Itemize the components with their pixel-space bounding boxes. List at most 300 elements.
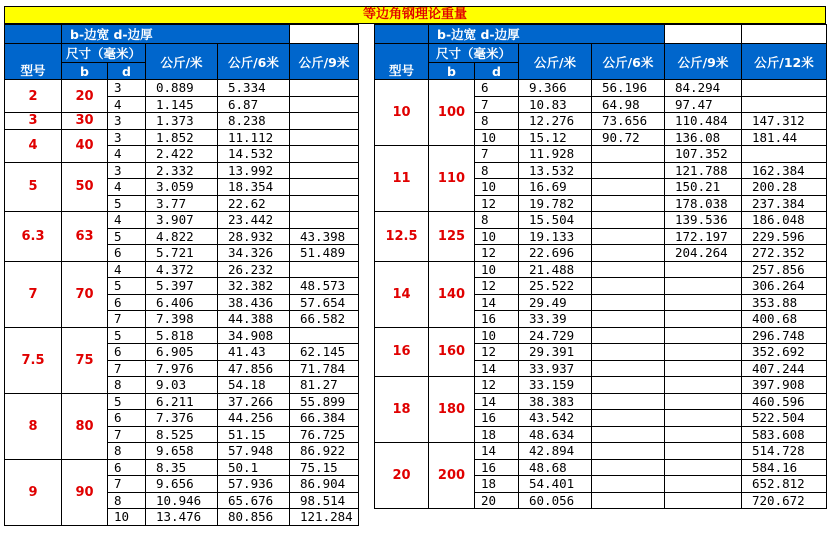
left-weight-cell: 11.112 bbox=[218, 129, 290, 146]
left-weight-cell: 22.62 bbox=[218, 195, 290, 212]
right-weight-cell: 29.49 bbox=[519, 294, 592, 311]
left-weight-cell: 1.373 bbox=[146, 113, 218, 130]
right-weight-cell bbox=[592, 377, 665, 394]
left-weight-cell: 57.948 bbox=[218, 443, 290, 460]
left-weight-cell: 2.332 bbox=[146, 162, 218, 179]
left-weight-cell: 7.398 bbox=[146, 311, 218, 328]
right-weight-cell bbox=[665, 294, 742, 311]
left-d-cell: 4 bbox=[108, 179, 146, 196]
right-d-cell: 14 bbox=[475, 443, 519, 460]
left-d-cell: 7 bbox=[108, 360, 146, 377]
right-weight-cell: 10.83 bbox=[519, 96, 592, 113]
left-header-model: 型号 bbox=[5, 44, 62, 80]
left-model-cell: 9 bbox=[5, 459, 62, 525]
right-weight-cell: 121.788 bbox=[665, 162, 742, 179]
right-b-cell: 100 bbox=[429, 80, 475, 146]
sheet-title: 等边角钢理论重量 bbox=[4, 6, 826, 24]
left-weight-cell: 5.334 bbox=[218, 80, 290, 97]
table-row bbox=[5, 393, 359, 410]
left-weight-cell: 37.266 bbox=[218, 393, 290, 410]
right-weight-cell bbox=[665, 476, 742, 493]
left-d-cell: 4 bbox=[108, 96, 146, 113]
left-d-cell: 7 bbox=[108, 426, 146, 443]
right-weight-cell: 181.44 bbox=[742, 129, 827, 146]
left-weight-cell bbox=[290, 96, 359, 113]
left-weight-cell: 86.904 bbox=[290, 476, 359, 493]
right-d-cell: 12 bbox=[475, 278, 519, 295]
right-weight-cell: 12.276 bbox=[519, 113, 592, 130]
right-weight-cell bbox=[665, 311, 742, 328]
left-weight-cell: 8.238 bbox=[218, 113, 290, 130]
right-weight-cell: 9.366 bbox=[519, 80, 592, 97]
right-weight-cell bbox=[665, 426, 742, 443]
left-d-cell: 4 bbox=[108, 212, 146, 229]
right-weight-cell: 11.928 bbox=[519, 146, 592, 163]
right-weight-cell bbox=[592, 327, 665, 344]
left-weight-cell bbox=[290, 179, 359, 196]
left-d-cell: 6 bbox=[108, 459, 146, 476]
table-row bbox=[375, 146, 827, 163]
left-d-cell: 4 bbox=[108, 146, 146, 163]
right-weight-cell: 352.692 bbox=[742, 344, 827, 361]
right-weight-cell bbox=[592, 476, 665, 493]
right-header-row-1 bbox=[375, 25, 827, 44]
left-weight-cell: 2.422 bbox=[146, 146, 218, 163]
right-weight-cell: 33.159 bbox=[519, 377, 592, 394]
left-weight-cell: 5.721 bbox=[146, 245, 218, 262]
left-header-b: b bbox=[62, 63, 108, 80]
left-weight-cell: 43.398 bbox=[290, 228, 359, 245]
right-header-kg-per-12m: 公斤/12米 bbox=[742, 44, 827, 80]
right-weight-cell: 22.696 bbox=[519, 245, 592, 262]
right-weight-cell bbox=[665, 344, 742, 361]
left-d-cell: 3 bbox=[108, 80, 146, 97]
right-weight-cell bbox=[592, 278, 665, 295]
right-weight-cell: 186.048 bbox=[742, 212, 827, 229]
right-weight-cell bbox=[592, 410, 665, 427]
right-d-cell: 12 bbox=[475, 245, 519, 262]
right-header-desc: b-边宽 d-边厚 bbox=[429, 25, 665, 44]
right-weight-cell: 15.504 bbox=[519, 212, 592, 229]
right-weight-cell: 237.384 bbox=[742, 195, 827, 212]
right-weight-cell: 229.596 bbox=[742, 228, 827, 245]
left-weight-cell: 76.725 bbox=[290, 426, 359, 443]
left-weight-cell: 7.976 bbox=[146, 360, 218, 377]
right-header-kg-per-9m: 公斤/9米 bbox=[665, 44, 742, 80]
left-header-kg-per-m: 公斤/米 bbox=[146, 44, 218, 80]
table-row bbox=[5, 459, 359, 476]
left-weight-cell: 57.654 bbox=[290, 294, 359, 311]
left-weight-cell: 34.908 bbox=[218, 327, 290, 344]
left-weight-cell bbox=[290, 212, 359, 229]
left-weight-cell: 0.889 bbox=[146, 80, 218, 97]
left-model-cell: 6.3 bbox=[5, 212, 62, 262]
left-d-cell: 8 bbox=[108, 377, 146, 394]
left-weight-cell: 51.15 bbox=[218, 426, 290, 443]
right-weight-cell: 73.656 bbox=[592, 113, 665, 130]
left-weight-cell: 57.936 bbox=[218, 476, 290, 493]
right-weight-cell: 19.133 bbox=[519, 228, 592, 245]
right-d-cell: 16 bbox=[475, 459, 519, 476]
left-weight-cell: 55.899 bbox=[290, 393, 359, 410]
left-weight-cell: 6.406 bbox=[146, 294, 218, 311]
right-weight-cell: 48.68 bbox=[519, 459, 592, 476]
left-weight-cell: 9.03 bbox=[146, 377, 218, 394]
left-d-cell: 6 bbox=[108, 410, 146, 427]
right-b-cell: 180 bbox=[429, 377, 475, 443]
right-weight-cell: 19.782 bbox=[519, 195, 592, 212]
right-model-cell: 11 bbox=[375, 146, 429, 212]
left-d-cell: 5 bbox=[108, 228, 146, 245]
right-d-cell: 12 bbox=[475, 195, 519, 212]
right-weight-cell: 204.264 bbox=[665, 245, 742, 262]
right-weight-cell: 514.728 bbox=[742, 443, 827, 460]
left-b-cell: 50 bbox=[62, 162, 108, 212]
right-b-cell: 160 bbox=[429, 327, 475, 377]
left-b-cell: 40 bbox=[62, 129, 108, 162]
left-weight-cell: 5.818 bbox=[146, 327, 218, 344]
right-weight-cell bbox=[665, 393, 742, 410]
right-d-cell: 16 bbox=[475, 410, 519, 427]
left-weight-cell: 8.525 bbox=[146, 426, 218, 443]
right-d-cell: 14 bbox=[475, 393, 519, 410]
left-weight-cell bbox=[290, 327, 359, 344]
right-d-cell: 10 bbox=[475, 261, 519, 278]
right-weight-cell bbox=[665, 377, 742, 394]
left-weight-cell: 41.43 bbox=[218, 344, 290, 361]
table-row bbox=[5, 261, 359, 278]
right-weight-cell bbox=[592, 261, 665, 278]
left-header-kg-per-6m: 公斤/6米 bbox=[218, 44, 290, 80]
right-weight-cell bbox=[592, 146, 665, 163]
left-weight-cell: 47.856 bbox=[218, 360, 290, 377]
left-header-kg-per-9m: 公斤/9米 bbox=[290, 44, 359, 80]
right-weight-cell bbox=[592, 311, 665, 328]
right-weight-cell: 54.401 bbox=[519, 476, 592, 493]
left-d-cell: 7 bbox=[108, 311, 146, 328]
right-d-cell: 10 bbox=[475, 228, 519, 245]
left-weight-cell: 81.27 bbox=[290, 377, 359, 394]
left-header-row-2 bbox=[5, 44, 359, 63]
left-d-cell: 7 bbox=[108, 476, 146, 493]
right-header-b: b bbox=[429, 63, 475, 80]
left-weight-cell: 28.932 bbox=[218, 228, 290, 245]
right-weight-cell: 13.532 bbox=[519, 162, 592, 179]
left-weight-cell: 26.232 bbox=[218, 261, 290, 278]
right-weight-cell: 25.522 bbox=[519, 278, 592, 295]
table-row bbox=[5, 162, 359, 179]
right-weight-cell: 15.12 bbox=[519, 129, 592, 146]
right-weight-cell: 147.312 bbox=[742, 113, 827, 130]
left-b-cell: 70 bbox=[62, 261, 108, 327]
right-d-cell: 10 bbox=[475, 179, 519, 196]
right-weight-cell: 400.68 bbox=[742, 311, 827, 328]
right-weight-cell: 136.08 bbox=[665, 129, 742, 146]
right-weight-cell: 60.056 bbox=[519, 492, 592, 509]
left-weight-cell: 65.676 bbox=[218, 492, 290, 509]
table-row bbox=[375, 261, 827, 278]
left-model-cell: 4 bbox=[5, 129, 62, 162]
table-row bbox=[5, 327, 359, 344]
right-header-model: 型号 bbox=[375, 44, 429, 80]
right-weight-cell bbox=[592, 492, 665, 509]
right-weight-cell: 397.908 bbox=[742, 377, 827, 394]
right-weight-cell: 296.748 bbox=[742, 327, 827, 344]
left-weight-cell: 6.905 bbox=[146, 344, 218, 361]
left-weight-cell bbox=[290, 146, 359, 163]
right-d-cell: 8 bbox=[475, 212, 519, 229]
left-weight-cell: 8.35 bbox=[146, 459, 218, 476]
right-weight-cell bbox=[665, 443, 742, 460]
right-weight-cell: 583.608 bbox=[742, 426, 827, 443]
right-weight-cell: 56.196 bbox=[592, 80, 665, 97]
right-d-cell: 18 bbox=[475, 476, 519, 493]
right-weight-cell bbox=[665, 459, 742, 476]
right-d-cell: 12 bbox=[475, 377, 519, 394]
right-weight-cell: 460.596 bbox=[742, 393, 827, 410]
right-weight-cell bbox=[592, 212, 665, 229]
left-weight-cell bbox=[290, 113, 359, 130]
right-weight-cell: 584.16 bbox=[742, 459, 827, 476]
right-header-empty bbox=[665, 25, 742, 44]
left-d-cell: 6 bbox=[108, 294, 146, 311]
table-row bbox=[375, 80, 827, 97]
table-row bbox=[5, 129, 359, 146]
right-weight-cell: 110.484 bbox=[665, 113, 742, 130]
right-b-cell: 125 bbox=[429, 212, 475, 262]
right-weight-table bbox=[374, 24, 827, 509]
right-header-kg-per-6m: 公斤/6米 bbox=[592, 44, 665, 80]
right-weight-cell: 306.264 bbox=[742, 278, 827, 295]
right-weight-cell bbox=[665, 327, 742, 344]
left-weight-cell: 6.211 bbox=[146, 393, 218, 410]
left-weight-cell: 51.489 bbox=[290, 245, 359, 262]
left-d-cell: 10 bbox=[108, 509, 146, 526]
right-weight-cell bbox=[665, 261, 742, 278]
right-weight-cell: 522.504 bbox=[742, 410, 827, 427]
right-d-cell: 10 bbox=[475, 129, 519, 146]
right-weight-cell: 150.21 bbox=[665, 179, 742, 196]
left-weight-cell: 18.354 bbox=[218, 179, 290, 196]
left-d-cell: 4 bbox=[108, 261, 146, 278]
table-row bbox=[5, 113, 359, 130]
right-weight-cell: 178.038 bbox=[665, 195, 742, 212]
left-weight-cell: 54.18 bbox=[218, 377, 290, 394]
left-b-cell: 90 bbox=[62, 459, 108, 525]
right-d-cell: 7 bbox=[475, 146, 519, 163]
left-b-cell: 20 bbox=[62, 80, 108, 113]
right-model-cell: 16 bbox=[375, 327, 429, 377]
left-weight-cell: 38.436 bbox=[218, 294, 290, 311]
right-weight-cell: 139.536 bbox=[665, 212, 742, 229]
left-weight-cell: 98.514 bbox=[290, 492, 359, 509]
right-weight-cell bbox=[742, 96, 827, 113]
left-weight-cell: 10.946 bbox=[146, 492, 218, 509]
left-weight-cell: 121.284 bbox=[290, 509, 359, 526]
left-weight-table bbox=[4, 24, 359, 526]
right-weight-cell bbox=[592, 459, 665, 476]
left-weight-cell: 4.372 bbox=[146, 261, 218, 278]
left-weight-cell: 34.326 bbox=[218, 245, 290, 262]
left-d-cell: 3 bbox=[108, 129, 146, 146]
right-header-kg-per-m: 公斤/米 bbox=[519, 44, 592, 80]
left-weight-cell bbox=[290, 162, 359, 179]
right-header-size: 尺寸（毫米） bbox=[429, 44, 519, 63]
right-weight-cell bbox=[592, 179, 665, 196]
right-weight-cell: 24.729 bbox=[519, 327, 592, 344]
right-weight-cell bbox=[742, 80, 827, 97]
right-d-cell: 12 bbox=[475, 344, 519, 361]
right-header-blank bbox=[375, 25, 429, 44]
left-weight-cell: 32.382 bbox=[218, 278, 290, 295]
left-d-cell: 8 bbox=[108, 492, 146, 509]
left-weight-cell: 48.573 bbox=[290, 278, 359, 295]
table-row bbox=[375, 212, 827, 229]
table-row bbox=[375, 377, 827, 394]
right-d-cell: 18 bbox=[475, 426, 519, 443]
right-weight-cell: 407.244 bbox=[742, 360, 827, 377]
left-weight-cell: 13.992 bbox=[218, 162, 290, 179]
left-model-cell: 5 bbox=[5, 162, 62, 212]
right-weight-cell: 16.69 bbox=[519, 179, 592, 196]
right-weight-cell: 353.88 bbox=[742, 294, 827, 311]
right-weight-cell: 29.391 bbox=[519, 344, 592, 361]
right-weight-cell: 21.488 bbox=[519, 261, 592, 278]
left-weight-cell: 66.384 bbox=[290, 410, 359, 427]
right-weight-cell: 107.352 bbox=[665, 146, 742, 163]
right-model-cell: 18 bbox=[375, 377, 429, 443]
left-header-desc: b-边宽 d-边厚 bbox=[62, 25, 290, 44]
right-weight-cell: 172.197 bbox=[665, 228, 742, 245]
right-weight-cell: 84.294 bbox=[665, 80, 742, 97]
left-d-cell: 8 bbox=[108, 443, 146, 460]
right-d-cell: 6 bbox=[475, 80, 519, 97]
table-row bbox=[5, 80, 359, 97]
left-model-cell: 7.5 bbox=[5, 327, 62, 393]
left-d-cell: 6 bbox=[108, 344, 146, 361]
left-weight-cell: 71.784 bbox=[290, 360, 359, 377]
right-weight-cell: 64.98 bbox=[592, 96, 665, 113]
right-weight-cell: 43.542 bbox=[519, 410, 592, 427]
left-weight-cell: 75.15 bbox=[290, 459, 359, 476]
left-header-blank bbox=[5, 25, 62, 44]
left-weight-cell bbox=[290, 80, 359, 97]
right-weight-cell bbox=[665, 410, 742, 427]
right-weight-cell bbox=[665, 278, 742, 295]
left-weight-cell: 5.397 bbox=[146, 278, 218, 295]
left-header-row-1 bbox=[5, 25, 359, 44]
right-d-cell: 14 bbox=[475, 294, 519, 311]
right-weight-cell: 162.384 bbox=[742, 162, 827, 179]
table-row bbox=[375, 443, 827, 460]
right-weight-cell bbox=[592, 162, 665, 179]
right-weight-cell: 272.352 bbox=[742, 245, 827, 262]
left-d-cell: 5 bbox=[108, 195, 146, 212]
left-weight-cell: 1.852 bbox=[146, 129, 218, 146]
left-model-cell: 8 bbox=[5, 393, 62, 459]
right-weight-cell bbox=[592, 360, 665, 377]
right-weight-cell bbox=[592, 344, 665, 361]
left-model-cell: 7 bbox=[5, 261, 62, 327]
left-weight-cell: 62.145 bbox=[290, 344, 359, 361]
left-b-cell: 80 bbox=[62, 393, 108, 459]
right-b-cell: 110 bbox=[429, 146, 475, 212]
left-weight-cell: 13.476 bbox=[146, 509, 218, 526]
left-b-cell: 75 bbox=[62, 327, 108, 393]
left-d-cell: 5 bbox=[108, 393, 146, 410]
left-weight-cell: 14.532 bbox=[218, 146, 290, 163]
right-weight-cell bbox=[742, 146, 827, 163]
right-weight-cell bbox=[592, 294, 665, 311]
left-d-cell: 3 bbox=[108, 113, 146, 130]
right-weight-cell: 720.672 bbox=[742, 492, 827, 509]
left-weight-cell bbox=[290, 261, 359, 278]
right-weight-cell: 90.72 bbox=[592, 129, 665, 146]
right-model-cell: 10 bbox=[375, 80, 429, 146]
right-weight-cell bbox=[592, 228, 665, 245]
left-weight-cell: 3.059 bbox=[146, 179, 218, 196]
left-weight-cell: 4.822 bbox=[146, 228, 218, 245]
left-weight-cell: 66.582 bbox=[290, 311, 359, 328]
left-model-cell: 3 bbox=[5, 113, 62, 130]
right-weight-cell: 33.39 bbox=[519, 311, 592, 328]
left-model-cell: 2 bbox=[5, 80, 62, 113]
left-weight-cell: 23.442 bbox=[218, 212, 290, 229]
right-b-cell: 140 bbox=[429, 261, 475, 327]
left-d-cell: 3 bbox=[108, 162, 146, 179]
left-b-cell: 30 bbox=[62, 113, 108, 130]
left-weight-cell: 86.922 bbox=[290, 443, 359, 460]
right-weight-cell bbox=[592, 426, 665, 443]
left-d-cell: 6 bbox=[108, 245, 146, 262]
right-weight-cell bbox=[665, 360, 742, 377]
table-row bbox=[375, 327, 827, 344]
right-model-cell: 14 bbox=[375, 261, 429, 327]
right-d-cell: 8 bbox=[475, 162, 519, 179]
left-weight-cell: 1.145 bbox=[146, 96, 218, 113]
right-weight-cell: 652.812 bbox=[742, 476, 827, 493]
right-d-cell: 10 bbox=[475, 327, 519, 344]
right-header-d: d bbox=[475, 63, 519, 80]
left-header-size: 尺寸（毫米） bbox=[62, 44, 146, 63]
right-weight-cell: 48.634 bbox=[519, 426, 592, 443]
right-weight-cell: 33.937 bbox=[519, 360, 592, 377]
left-weight-cell bbox=[290, 195, 359, 212]
right-d-cell: 8 bbox=[475, 113, 519, 130]
right-weight-cell: 42.894 bbox=[519, 443, 592, 460]
right-d-cell: 20 bbox=[475, 492, 519, 509]
right-weight-cell bbox=[592, 393, 665, 410]
right-weight-cell bbox=[592, 245, 665, 262]
right-weight-cell: 97.47 bbox=[665, 96, 742, 113]
table-row bbox=[5, 212, 359, 229]
right-weight-cell: 257.856 bbox=[742, 261, 827, 278]
left-b-cell: 63 bbox=[62, 212, 108, 262]
right-model-cell: 12.5 bbox=[375, 212, 429, 262]
left-weight-cell: 50.1 bbox=[218, 459, 290, 476]
right-weight-cell: 38.383 bbox=[519, 393, 592, 410]
right-model-cell: 20 bbox=[375, 443, 429, 509]
right-d-cell: 14 bbox=[475, 360, 519, 377]
left-weight-cell: 3.907 bbox=[146, 212, 218, 229]
right-b-cell: 200 bbox=[429, 443, 475, 509]
left-weight-cell: 44.388 bbox=[218, 311, 290, 328]
left-d-cell: 5 bbox=[108, 327, 146, 344]
right-d-cell: 16 bbox=[475, 311, 519, 328]
right-weight-cell bbox=[592, 195, 665, 212]
right-weight-cell bbox=[665, 492, 742, 509]
left-weight-cell: 3.77 bbox=[146, 195, 218, 212]
